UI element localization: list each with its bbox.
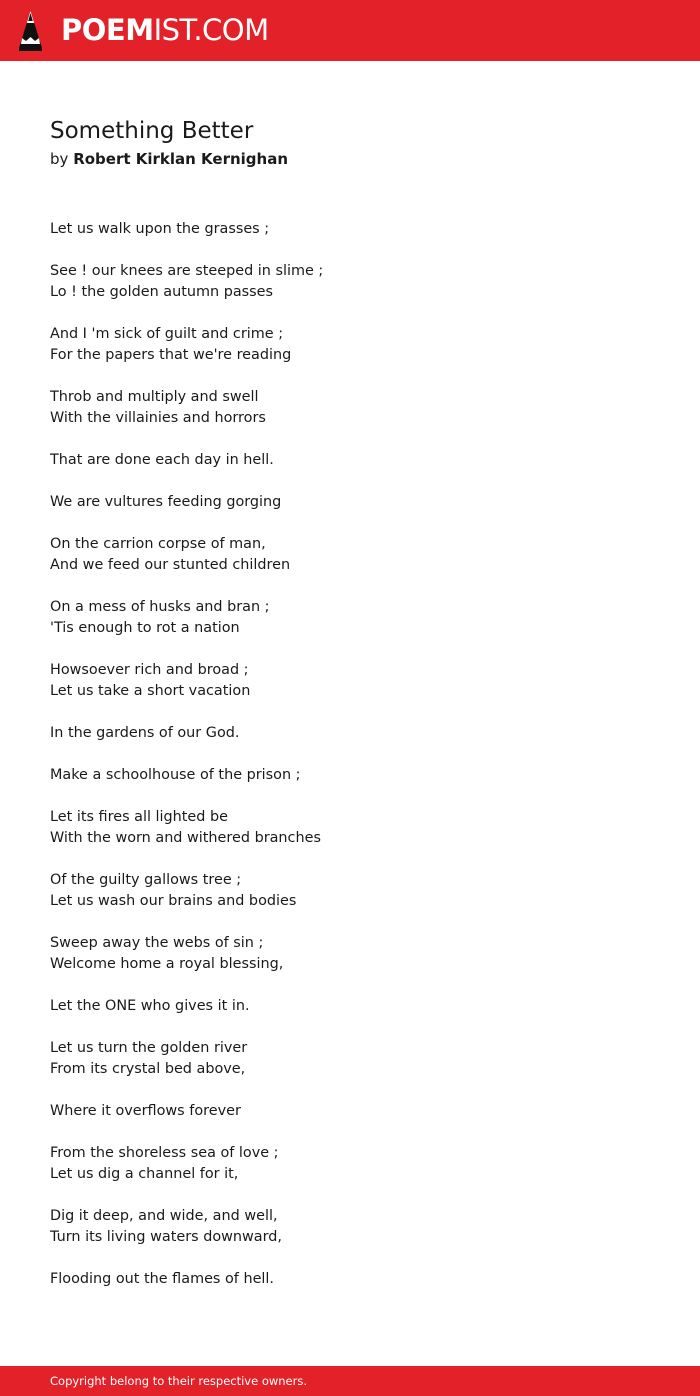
- brand-bold-text: POEM: [61, 13, 154, 47]
- poem-line: Lo ! the golden autumn passes: [50, 284, 274, 300]
- stanza: [50, 1038, 650, 1080]
- stanza: [50, 324, 650, 366]
- stanza: [50, 261, 650, 303]
- site-header: [0, 0, 700, 61]
- stanza: [50, 219, 650, 240]
- poem-line: Where it overflows forever: [50, 1103, 241, 1119]
- poem-line: Sweep away the webs of sin ;: [50, 935, 264, 951]
- stanza: [50, 723, 650, 744]
- site-logo[interactable]: [61, 12, 269, 48]
- stanza: [50, 1101, 650, 1122]
- author-name: Robert Kirklan Kernighan: [73, 150, 289, 168]
- poem-line: On the carrion corpse of man,: [50, 536, 266, 552]
- stanza: [50, 933, 650, 975]
- poem-line: 'Tis enough to rot a nation: [50, 620, 240, 636]
- poem-line: From the shoreless sea of love ;: [50, 1145, 279, 1161]
- poem-line: Let us take a short vacation: [50, 683, 251, 699]
- poem-line: Howsoever rich and broad ;: [50, 662, 249, 678]
- poem-line: With the worn and withered branches: [50, 830, 321, 846]
- poem-line: Of the guilty gallows tree ;: [50, 872, 242, 888]
- poem-line: And we feed our stunted children: [50, 557, 291, 573]
- poem-line: Let the ONE who gives it in.: [50, 998, 250, 1014]
- stanza: [50, 996, 650, 1017]
- poem-line: See ! our knees are steeped in slime ;: [50, 263, 324, 279]
- poem-line: And I 'm sick of guilt and crime ;: [50, 326, 284, 342]
- site-footer: [0, 1366, 700, 1396]
- poem-line: Let us dig a channel for it,: [50, 1166, 239, 1182]
- poem-body: [50, 219, 650, 1311]
- poem-line: Dig it deep, and wide, and well,: [50, 1208, 278, 1224]
- brand-light-text: IST.COM: [153, 13, 269, 47]
- stanza: [50, 387, 650, 429]
- byline: [50, 148, 288, 170]
- stanza: [50, 807, 650, 849]
- poem-line: Let us walk upon the grasses ;: [50, 221, 270, 237]
- stanza: [50, 870, 650, 912]
- poem-line: Welcome home a royal blessing,: [50, 956, 284, 972]
- poem-line: Turn its living waters downward,: [50, 1229, 282, 1245]
- poem-line: In the gardens of our God.: [50, 725, 240, 741]
- poem-line: Throb and multiply and swell: [50, 389, 259, 405]
- stanza: [50, 597, 650, 639]
- poem-line: We are vultures feeding gorging: [50, 494, 282, 510]
- by-label: by: [50, 150, 69, 168]
- stanza: [50, 450, 650, 471]
- poem-line: Make a schoolhouse of the prison ;: [50, 767, 301, 783]
- poem-line: With the villainies and horrors: [50, 410, 266, 426]
- stanza: [50, 1269, 650, 1290]
- stanza: [50, 660, 650, 702]
- poem-title: Something Better: [50, 118, 254, 144]
- poem-line: Flooding out the flames of hell.: [50, 1271, 274, 1287]
- poem-line: From its crystal bed above,: [50, 1061, 246, 1077]
- poem-line: That are done each day in hell.: [50, 452, 274, 468]
- stanza: [50, 1143, 650, 1185]
- poem-line: Let us wash our brains and bodies: [50, 893, 297, 909]
- poem-line: Let us turn the golden river: [50, 1040, 248, 1056]
- stanza: [50, 1206, 650, 1248]
- poem-line: Let its fires all lighted be: [50, 809, 228, 825]
- stanza: [50, 492, 650, 513]
- stanza: [50, 534, 650, 576]
- copyright-text: Copyright belong to their respective owners.: [50, 1374, 308, 1388]
- pencil-icon[interactable]: [18, 10, 43, 51]
- stanza: [50, 765, 650, 786]
- poem-line: On a mess of husks and bran ;: [50, 599, 270, 615]
- poem-line: For the papers that we're reading: [50, 347, 292, 363]
